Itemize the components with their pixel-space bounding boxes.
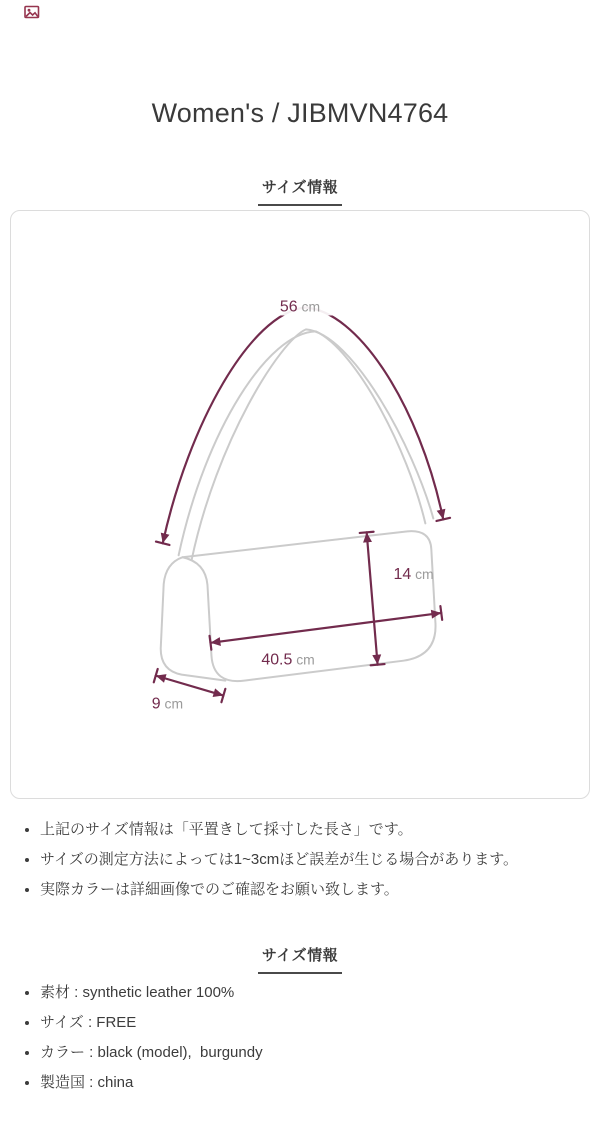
size-info-section-heading: [0, 176, 600, 206]
height-measurement-label: 14 cm: [393, 566, 434, 584]
product-spec-item: 素材 : synthetic leather 100%: [22, 978, 582, 1008]
bag-dimension-diagram: [11, 211, 589, 798]
product-info-heading-text: サイズ情報: [258, 944, 342, 974]
depth-measurement-label: 9 cm: [151, 695, 184, 713]
dimension-lines: [154, 308, 450, 703]
size-note-item: 実際カラーは詳細画像でのご確認をお願い致します。: [22, 875, 582, 905]
width-measurement-label: 40.5 cm: [261, 651, 315, 669]
size-notes-list: [22, 815, 582, 905]
page-title: Women's / JIBMVN4764: [151, 98, 449, 128]
bag-outline: [161, 329, 436, 681]
size-info-heading-text: サイズ情報: [258, 176, 342, 206]
broken-image-icon: [24, 5, 40, 19]
strap-measurement-label: 56 cm: [279, 298, 321, 316]
size-diagram-box: [10, 210, 590, 799]
size-note-item: サイズの測定方法によっては1~3cmほど誤差が生じる場合があります。: [22, 845, 582, 875]
product-spec-item: カラー : black (model), burgundy: [22, 1038, 582, 1068]
product-spec-list: [22, 978, 582, 1098]
product-spec-item: サイズ : FREE: [22, 1008, 582, 1038]
product-spec-item: 製造国 : china: [22, 1068, 582, 1098]
product-info-section-heading: [0, 944, 600, 974]
size-note-item: 上記のサイズ情報は「平置きして採寸した長さ」です。: [22, 815, 582, 845]
